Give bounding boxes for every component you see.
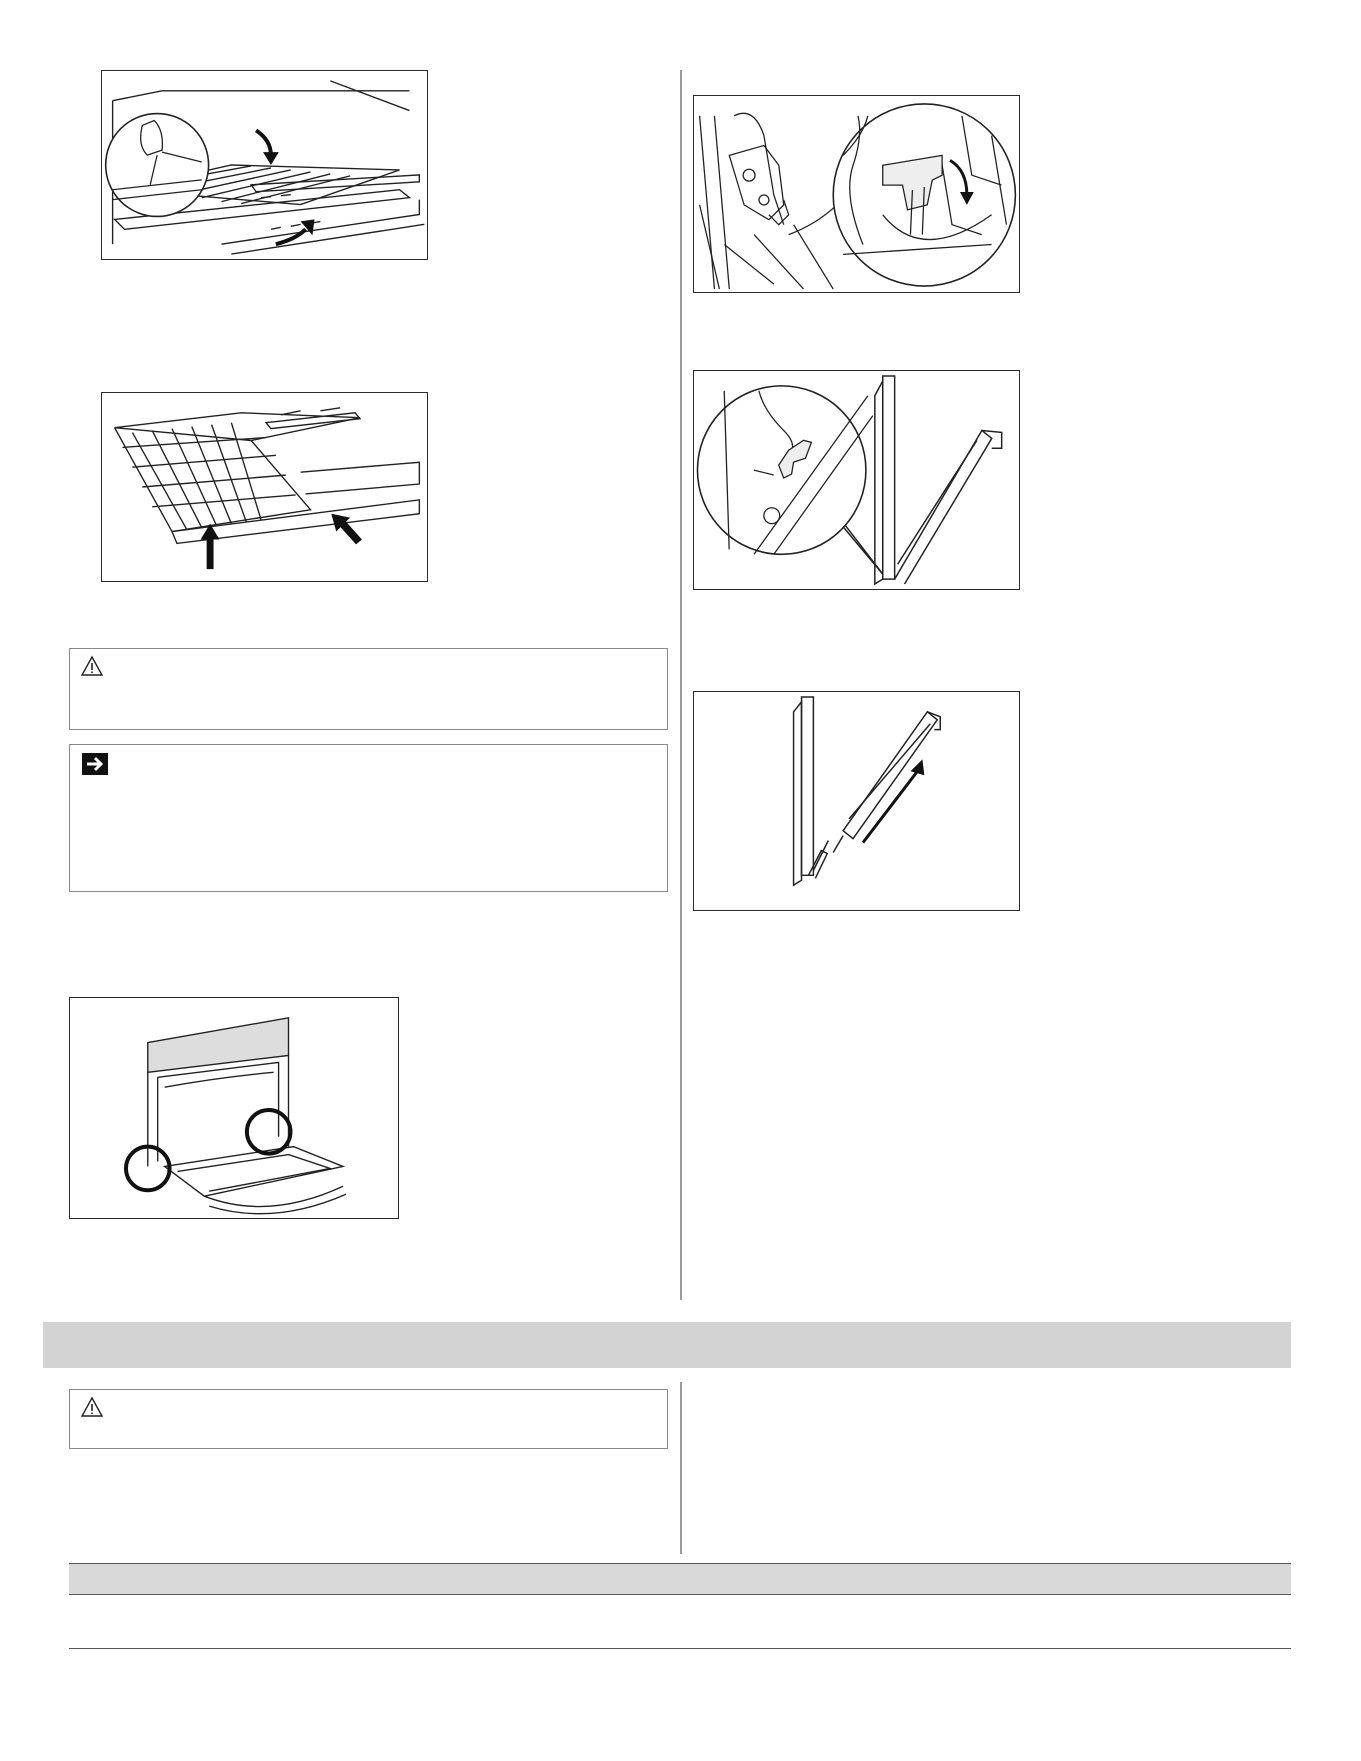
warning-triangle-icon [80,655,104,682]
rack-rail-clip-figure [101,70,428,260]
column-divider [680,70,682,1300]
warning-notice [69,648,668,730]
door-lift-off-illustration [694,692,1019,910]
door-lift-off-figure [693,691,1020,911]
warning-triangle-icon [80,1396,104,1423]
warning-notice-2 [69,1389,668,1449]
hinge-lever-figure [693,95,1020,293]
column-divider-bottom [680,1382,682,1554]
note-notice [69,744,668,892]
door-angle-detail-figure [693,370,1020,590]
table-header [69,1563,1291,1595]
oven-door-hinge-illustration [70,998,398,1218]
rack-rail-clip-illustration [102,71,427,259]
door-angle-detail-illustration [694,371,1019,589]
section-header-band [43,1322,1291,1368]
hinge-lever-illustration [694,96,1019,292]
rack-lift-out-illustration [102,393,427,581]
table-row-divider [69,1648,1291,1649]
arrow-right-icon [82,753,108,780]
rack-lift-out-figure [101,392,428,582]
oven-door-hinge-figure [69,997,399,1219]
